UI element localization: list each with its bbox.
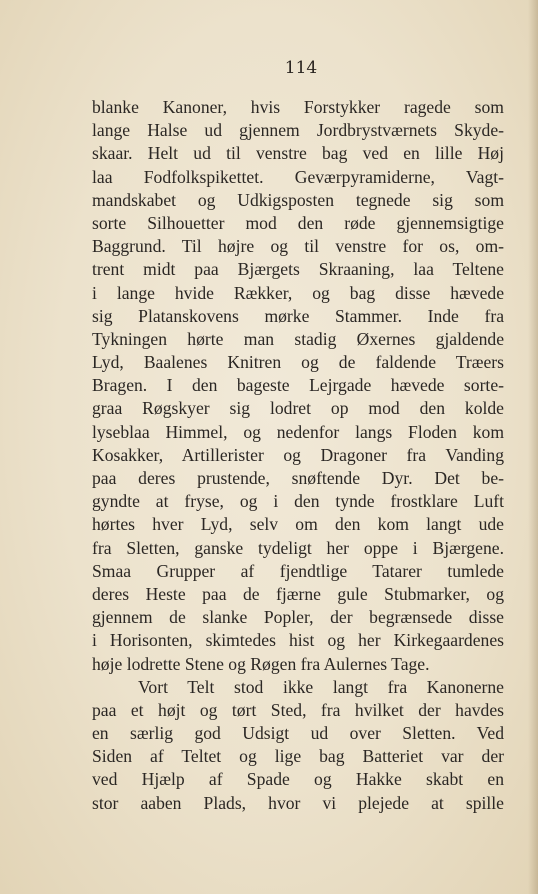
- text-line: graa Røgskyer sig lodret op mod den kolde: [92, 398, 504, 419]
- text-line: Siden af Teltet og lige bag Batteriet var der: [92, 746, 504, 767]
- text-line: gjennem de slanke Popler, der begrænsede disse: [92, 607, 504, 628]
- body-text: [92, 96, 504, 815]
- text-line: blanke Kanoner, hvis Forstykker ragede som: [92, 97, 504, 117]
- text-line: Bragen. I den bageste Lejrgade hævede sorte-: [92, 375, 504, 396]
- text-line: gyndte at fryse, og i den tynde frostklare Luft: [92, 491, 504, 512]
- text-line: lyseblaa Himmel, og nedenfor langs Floden kom: [92, 421, 504, 442]
- text-line: i Horisonten, skimtedes hist og her Kirkegaardenes: [92, 630, 504, 651]
- text-line: deres Heste paa de fjærne gule Stubmarker, og: [92, 583, 504, 604]
- text-line: høje lodrette Stene og Røgen fra Aulernes Tage.: [92, 653, 430, 674]
- text-line: paa deres prustende, snøftende Dyr. Det be-: [92, 468, 504, 488]
- page-number: 114: [284, 58, 318, 78]
- text-line: sorte Silhouetter mod den røde gjennemsigtige: [92, 212, 504, 233]
- text-line: paa et højt og tørt Sted, fra hvilket der havdes: [92, 699, 504, 720]
- page-edge-shadow: [528, 0, 538, 894]
- text-line: i lange hvide Rækker, og bag disse hævede: [92, 282, 504, 303]
- text-line: Vort Telt stod ikke langt fra Kanonerne: [138, 676, 504, 697]
- text-line: sig Platanskovens mørke Stammer. Inde fra: [92, 305, 504, 326]
- text-line: skaar. Helt ud til venstre bag ved en lille Høj: [92, 143, 504, 164]
- text-line: stor aaben Plads, hvor vi plejede at spille: [92, 792, 504, 813]
- text-line: hørtes hver Lyd, selv om den kom langt ude: [92, 514, 504, 535]
- text-line: lange Halse ud gjennem Jordbrystværnets Skyde-: [92, 120, 504, 141]
- text-line: en særlig god Udsigt ud over Sletten. Ved: [92, 723, 504, 744]
- text-line: ved Hjælp af Spade og Hakke skabt en: [92, 769, 504, 790]
- text-line: trent midt paa Bjærgets Skraaning, laa Teltene: [92, 259, 504, 280]
- text-line: laa Fodfolkspikettet. Geværpyramiderne, Vagt-: [92, 166, 504, 187]
- text-line: Baggrund. Til højre og til venstre for os, om-: [92, 236, 504, 257]
- text-line: mandskabet og Udkigsposten tegnede sig som: [92, 189, 504, 210]
- text-line: Lyd, Baalenes Knitren og de faldende Træers: [92, 352, 504, 373]
- text-line: Smaa Grupper af fjendtlige Tatarer tumlede: [92, 560, 504, 581]
- text-line: Kosakker, Artillerister og Dragoner fra Vanding: [92, 444, 504, 465]
- text-line: Tykningen hørte man stadig Øxernes gjaldende: [92, 328, 504, 349]
- text-line: fra Sletten, ganske tydeligt her oppe i Bjærgene.: [92, 537, 504, 558]
